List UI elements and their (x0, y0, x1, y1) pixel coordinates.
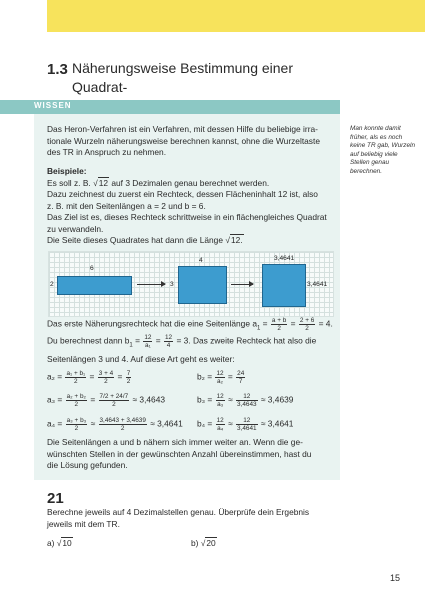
equals: = (89, 371, 95, 382)
fraction (271, 317, 287, 332)
part-label: b) (191, 538, 199, 548)
sqrt-symbol: √10 (56, 538, 72, 548)
fraction (299, 317, 315, 332)
arrow-right-icon (231, 284, 253, 285)
numerator: a₃ + b₃ (66, 417, 87, 424)
arrow-right-icon (137, 284, 165, 285)
example-line: Dazu zeichnest du zuerst ein Rechteck, dessen Flächeninhalt 12 ist, also (47, 189, 318, 199)
conclusion-line: Die Seitenlängen a und b nähern sich immer weiter an. Wenn die ge- (47, 437, 303, 447)
numerator: 12 (144, 334, 152, 341)
equals: ≈ (228, 418, 233, 429)
label-side-3: 3 (170, 281, 174, 288)
denominator: 2 (112, 401, 116, 408)
denominator: 7 (238, 378, 243, 385)
side-note: Man konnte damit früher, als es noch keine TR gab, Wurzeln auf beliebig viele Stellen genau berechnen. (350, 125, 415, 175)
numerator: 24 (237, 370, 245, 377)
numerator: 12 (216, 417, 224, 424)
equals: ≈ (90, 418, 96, 429)
lhs: a₃ = (47, 394, 63, 405)
intro-line: des TR in Anspruch zu nehmen. (47, 147, 167, 157)
numerator: 7 (126, 370, 131, 377)
sqrt-symbol: √20 (200, 538, 216, 548)
equals: = (227, 371, 233, 382)
example-line: zu verwandeln. (47, 223, 104, 234)
formula-b4 (197, 417, 293, 432)
denominator: a₄ (217, 425, 224, 432)
numerator: 12 (165, 334, 173, 341)
sqrt-symbol: √12 (93, 177, 109, 188)
equals: = (117, 371, 123, 382)
fraction (164, 334, 173, 349)
formula-a2 (47, 370, 132, 385)
top-color-bar (47, 0, 425, 32)
page-number: 15 (390, 573, 401, 583)
rectangle-3x4 (178, 266, 227, 304)
denominator: a₂ (217, 378, 224, 385)
equals: = (155, 335, 161, 346)
section-number: 1.3 (47, 61, 68, 78)
part-label: a) (47, 538, 55, 548)
equals: = (262, 318, 268, 329)
equals: = (135, 335, 140, 346)
formula-a3 (47, 393, 165, 408)
result: ≈ 3,4641 (260, 418, 294, 429)
example-text-part: auf 3 Dezimalen genau berechnet werden. (111, 177, 270, 188)
lhs: b₃ = (197, 394, 213, 405)
numerator: 3,4643 + 3,4639 (99, 417, 146, 424)
conclusion-text (47, 437, 339, 472)
conclusion-line: die Lösung gefunden. (47, 460, 128, 470)
fraction (126, 370, 132, 385)
denominator: 4 (166, 342, 171, 349)
example-heading: Beispiele: (47, 166, 87, 176)
result: ≈ 3,4643 (132, 394, 166, 405)
label-side-6: 6 (90, 265, 94, 272)
intro-line: Das Heron-Verfahren ist ein Verfahren, mit dessen Hilfe du beliebige irra- (47, 124, 318, 134)
example-line-1 (47, 178, 337, 190)
lhs: b₄ = (197, 418, 213, 429)
numerator: 12 (216, 370, 224, 377)
result: ≈ 3,4641 (150, 418, 183, 429)
text-part: = 3. Das zweite Rechteck hat also die (176, 335, 317, 346)
numerator: a₂ + b₂ (66, 393, 86, 400)
numerator: 12 (236, 393, 258, 401)
label-side-top: 3,4641 (274, 255, 295, 262)
label-side-right: 3,4641 (307, 281, 328, 288)
fraction (66, 417, 88, 432)
radicand: 10 (62, 538, 72, 548)
example-line: z. B. mit den Seitenlängen a = 2 und b = 6. (47, 200, 206, 211)
exercise-part-b (191, 538, 217, 550)
fraction (65, 370, 86, 385)
denominator: 2 (305, 325, 309, 332)
result: ≈ 3,4639 (260, 394, 294, 405)
example-text (47, 166, 337, 247)
radicand: 20 (206, 538, 216, 548)
rectangle-2x6 (57, 276, 132, 295)
numerator: 12 (216, 393, 224, 400)
fraction (143, 334, 152, 349)
fraction (216, 417, 225, 432)
label-side-4: 4 (199, 257, 203, 264)
denominator: a₃ (217, 401, 224, 408)
exercise-number: 21 (47, 490, 64, 507)
example-text-part: Es soll z. B. (47, 177, 91, 188)
numerator: 3 + 4 (98, 370, 114, 377)
example-text-part: Die Seite dieses Quadrates hat dann die Länge (47, 235, 223, 245)
fraction (236, 417, 258, 432)
denominator: 2 (74, 378, 78, 385)
formula-a4 (47, 417, 183, 432)
subscript: 1 (256, 325, 261, 332)
equals: ≈ (228, 394, 233, 405)
square-approx (262, 264, 306, 307)
lhs: a₂ = (47, 371, 63, 382)
fraction (236, 393, 258, 408)
denominator: 2 (120, 425, 125, 432)
numerator: 12 (236, 417, 258, 425)
exercise-text (47, 507, 347, 530)
wissen-label: WISSEN (34, 101, 72, 110)
lhs: b₂ = (197, 371, 213, 382)
fraction (215, 370, 224, 385)
intro-text (47, 124, 337, 159)
label-side-2: 2 (50, 281, 54, 288)
sqrt-symbol: √12. (225, 235, 243, 245)
conclusion-line: wünschten Stellen in der gewünschten Anzahl übereinstimmen, hast du (47, 448, 312, 459)
numerator: 7/2 + 24/7 (99, 393, 129, 400)
fraction (98, 370, 114, 385)
exercise-part-a (47, 538, 73, 550)
radicand: 12. (230, 235, 243, 245)
fraction (66, 393, 87, 408)
formula-b3 (197, 393, 293, 408)
fraction (216, 393, 225, 408)
denominator: 2 (74, 401, 79, 408)
text-part: = 4. (318, 318, 333, 329)
denominator: 2 (74, 425, 79, 432)
after-line-1 (47, 317, 339, 335)
exercise-line: Berechne jeweils auf 4 Dezimalstellen genau. Überprüfe dein Ergebnis (47, 507, 310, 517)
denominator: 3,4641 (237, 425, 257, 432)
example-line: Das Ziel ist es, dieses Rechteck schrittweise in ein flächengleiches Quadrat (47, 212, 327, 222)
subscript: 1 (129, 342, 133, 349)
fraction (99, 393, 130, 408)
denominator: 2 (126, 378, 131, 385)
example-line-6 (47, 235, 337, 247)
fraction (99, 417, 147, 432)
denominator: 3,4643 (237, 401, 257, 408)
numerator: a₁ + b₁ (66, 370, 86, 377)
lhs: a₄ = (47, 418, 63, 429)
equals: = (90, 394, 96, 405)
radicand: 12 (98, 177, 109, 188)
text-part: Du berechnest dann b (47, 335, 130, 346)
exercise-line: jeweils mit dem TR. (47, 518, 120, 529)
denominator: a₁ (145, 342, 151, 349)
fraction (236, 370, 245, 385)
after-line-2 (47, 334, 339, 352)
numerator: 2 + 6 (299, 317, 315, 324)
section-title-line1: Näherungsweise Bestimmung einer Quadrat- (72, 60, 293, 95)
text-part: Das erste Näherungsrechteck hat die eine Seitenlänge a (47, 318, 257, 329)
numerator: a + b (271, 317, 287, 324)
after-line-3: Seitenlängen 3 und 4. Auf diese Art geht es weiter: (47, 354, 235, 364)
intro-line: tionale Wurzeln näherungsweise berechnen kannst, ohne die Wurzeltaste (47, 135, 320, 146)
denominator: 2 (277, 325, 281, 332)
denominator: 2 (104, 378, 108, 385)
equals: = (290, 318, 296, 329)
formula-b2 (197, 370, 246, 385)
